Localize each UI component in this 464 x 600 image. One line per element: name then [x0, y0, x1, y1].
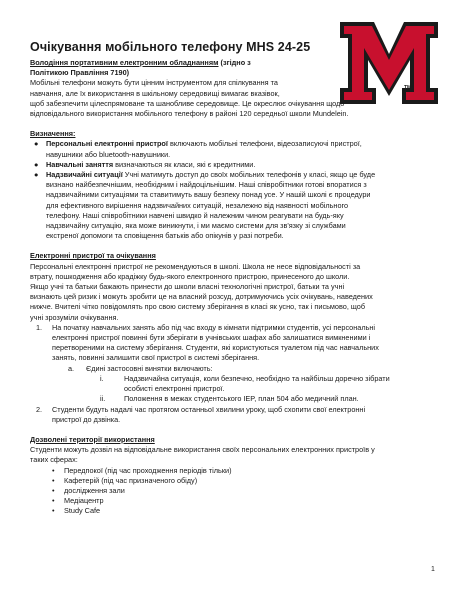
location-item: • дослідження зали — [52, 485, 125, 495]
definition-item: ● Персональні електронні пристрої включають мобільні телефони, відеозаписуючі пристрої, навушники або bluetooth-навушники. — [34, 139, 362, 159]
bullet-icon: • — [52, 506, 55, 516]
sub-item-i: i. Надзвичайна ситуація, коли безпечно, необхідно та найбільш доречно зібрати особисті електронні пристрої. — [100, 373, 390, 394]
intro-line: навчання, але їх використання в шкільному середовищі вимагає вказівок, — [30, 88, 280, 98]
bullet-icon: ● — [34, 170, 39, 180]
numbered-item-1: 1. На початку навчальних занять або під час входу в кімнати підтримки студентів, усі персональні електронні пристрої повинні бути зберігати в учнівських шафах або залишатися вимкненими і перетвореними на систему зберігання. Студенти, які користуються туалетом під час навчальних занять, повинні залишити свої пристрої в системі зберігання. — [36, 322, 379, 363]
sub-item-a: a. Єдині застосовні винятки включають: — [68, 363, 213, 373]
definition-item: ● Надзвичайні ситуації Учні матимуть доступ до своїх мобільних телефонів у класі, якщо це буде визнано найбезпечнішим, необхідним і найдоцільнішим. Наші співробітники готові впоратися з надзвичайними ситуаціями та ставитимуть вашу безпеку понад усе. У нашій школі є процедури для ефективного вирішення надзвичайних ситуацій, незалежно від наявності мобільного телефону. Наші співробітники навчені швидко й належним чином реагувати на будь-яку надзвичайну ситуацію, яка може виникнути, і ми маємо системи для зв'язку зі службами екстреної допомоги та сповіщення батьків або опікунів у разі потреби. — [34, 170, 376, 241]
devices-line: учні зрозуміли очікування. — [30, 312, 119, 322]
bullet-icon: • — [52, 465, 55, 475]
policy-reference: Політикою Правління 7190) — [30, 68, 130, 78]
areas-line: таких сферах: — [30, 455, 78, 465]
areas-line: Студенти можуть дозвіл на відповідальне використання своїх персональних електронних пристроїв у — [30, 445, 375, 455]
document-body — [30, 58, 434, 517]
devices-heading: Електронні пристрої та очікування — [30, 251, 156, 261]
page-number: 1 — [431, 566, 435, 573]
location-item: • Медіацентр — [52, 496, 104, 506]
location-item: • Передпокої (під час проходження періодів тільки) — [52, 465, 232, 475]
bullet-icon: • — [52, 485, 55, 495]
intro-line: Мобільні телефони можуть бути цінним інструментом для спілкування та — [30, 78, 278, 88]
location-item: • Study Cafe — [52, 506, 101, 516]
numbered-item-2: 2. Студенти будуть надалі час протягом останньої хвилини уроку, щоб схопити свої електронні пристрої до дзвінка. — [36, 404, 366, 424]
bullet-icon: • — [52, 475, 55, 485]
bullet-icon: • — [52, 496, 55, 506]
page-title: Очікування мобільного телефону MHS 24-25 — [30, 40, 311, 54]
devices-line: втрату, пошкодження або крадіжку будь-якого електронного пристрою, принесеного до школи. — [30, 271, 350, 281]
devices-line: Якщо учні та батьки бажають принести до школи власні технологічні пристрої, батьки та учні — [30, 282, 345, 292]
intro-line: відповідального використання мобільного телефону в районі 120 середньої школи Mundelein. — [30, 109, 349, 119]
intro-heading: Володіння портативним електронним обладнанням — [30, 58, 219, 67]
sub-item-ii: ii. Положення в межах студентського IEP, план 504 або медичний план. — [100, 394, 359, 404]
definitions-heading: Визначення: — [30, 129, 76, 139]
devices-line: нижче. Вчителі чітко повідомлять про свою систему зберігання в класі як усно, так і письмово, щоб — [30, 302, 366, 312]
areas-heading: Дозволені території використання — [30, 434, 155, 444]
devices-line: визнають цей ризик і можуть зробити це на власний розсуд, дотримуючись усіх очікувань, наведених — [30, 292, 373, 302]
location-item: • Кафетерій (під час призначеного обіду) — [52, 475, 198, 485]
intro-line: щоб забезпечити цілеспрямоване та шанобливе середовище. Це окреслює очікування щодо — [30, 98, 345, 108]
trademark-mark: TM — [404, 85, 412, 91]
bullet-icon: ● — [34, 159, 39, 169]
devices-line: Персональні електронні пристрої не рекомендуються в школі. Школа не несе відповідальності за — [30, 261, 361, 271]
intro-heading-line: Володіння портативним електронним обладнанням (згідно з — [30, 58, 251, 67]
bullet-icon: ● — [34, 139, 39, 149]
definition-item: ● Навчальні заняття визначаються як класи, які є кредитними. — [34, 159, 256, 169]
